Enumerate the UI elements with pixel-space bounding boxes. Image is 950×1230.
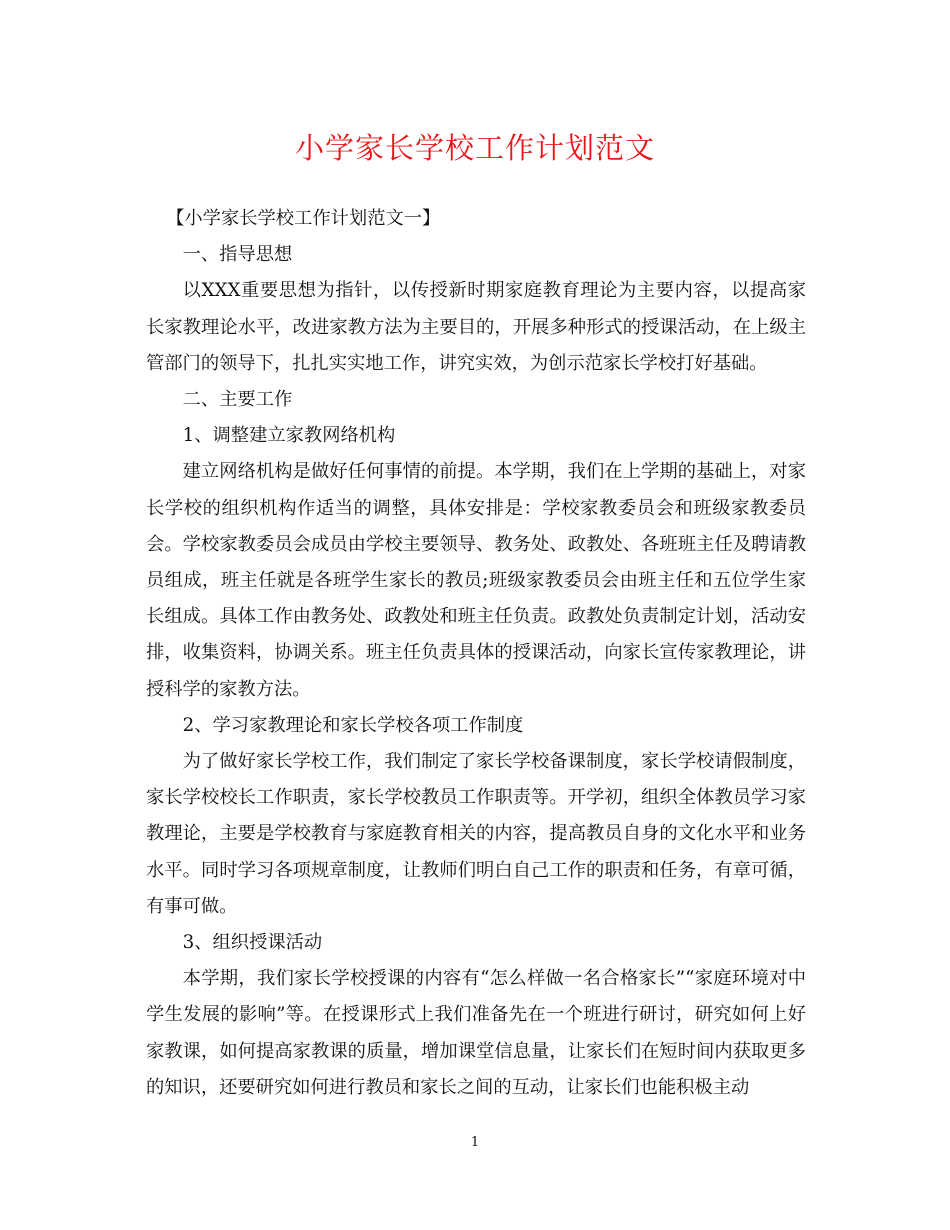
paragraph-lectures: 本学期，我们家长学校授课的内容有“怎么样做一名合格家长”“家庭环境对中学生发展的影响”等。在授课形式上我们准备先在一个班进行研讨，研究如何上好家教课，如何提高家教课的质量，增加课堂信息量，让家长们在短时间内获取更多的知识，还要研究如何进行教员和家长之间的互动，让家长们也能积极主动 bbox=[146, 968, 806, 1098]
subheading-lectures: 3、组织授课活动 bbox=[182, 932, 323, 954]
section-label: 【小学家长学校工作计划范文一】 bbox=[166, 208, 441, 229]
paragraph-guiding-ideology: 以XXX重要思想为指针，以传授新时期家庭教育理论为主要内容，以提高家长家教理论水平，改进家教方法为主要目的，开展多种形式的授课活动，在上级主管部门的领导下，扎扎实实地工作，讲究实效，为创示范家长学校打好基础。 bbox=[146, 280, 806, 374]
subheading-network: 1、调整建立家教网络机构 bbox=[182, 425, 396, 447]
heading-main-work: 二、主要工作 bbox=[182, 389, 293, 411]
page-number: 1 bbox=[470, 1135, 480, 1150]
paragraph-rules: 为了做好家长学校工作，我们制定了家长学校备课制度，家长学校请假制度，家长学校校长工作职责，家长学校教员工作职责等。开学初，组织全体教员学习家教理论，主要是学校教育与家庭教育相关的内容，提高教员自身的文化水平和业务水平。同时学习各项规章制度，让教师们明白自己工作的职责和任务，有章可循，有事可做。 bbox=[146, 751, 806, 917]
subheading-rules: 2、学习家教理论和家长学校各项工作制度 bbox=[182, 714, 524, 736]
document-body bbox=[146, 201, 806, 1106]
document-title: 小学家长学校工作计划范文 bbox=[294, 131, 655, 165]
paragraph-network: 建立网络机构是做好任何事情的前提。本学期，我们在上学期的基础上，对家长学校的组织机构作适当的调整，具体安排是：学校家教委员会和班级家教委员会。学校家教委员会成员由学校主要领导、教务处、政教处、各班班主任及聘请教员组成，班主任就是各班学生家长的教员;班级家教委员会由班主任和五位学生家长组成。具体工作由教务处、政教处和班主任负责。政教处负责制定计划，活动安排，收集资料，协调关系。班主任负责具体的授课活动，向家长宣传家教理论，讲授科学的家教方法。 bbox=[146, 461, 806, 700]
heading-guiding-ideology: 一、指导思想 bbox=[182, 244, 293, 266]
